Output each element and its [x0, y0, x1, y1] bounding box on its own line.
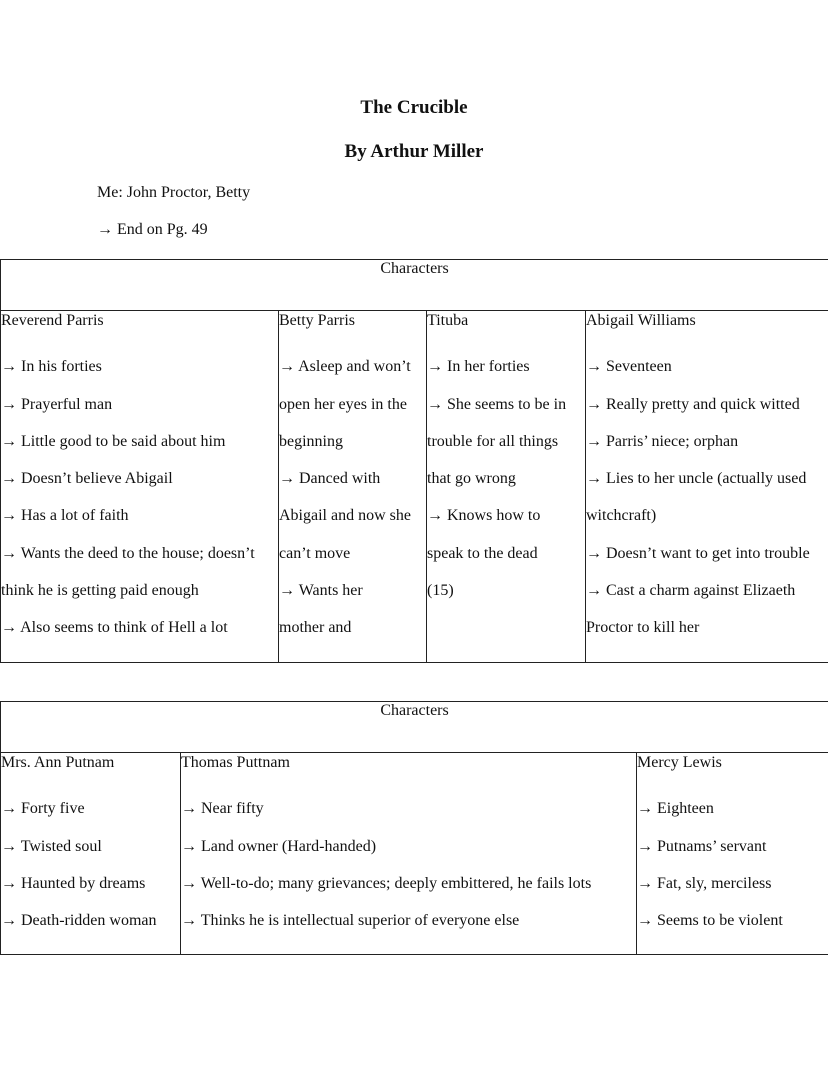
character-note: witchcraft) — [586, 507, 657, 525]
character-note: → Really pretty and quick witted — [586, 395, 800, 413]
character-note: → Death-ridden woman — [1, 912, 157, 930]
characters-table-1 — [0, 259, 828, 663]
character-note: → Seems to be violent — [637, 912, 783, 930]
character-note: → Fat, sly, merciless — [637, 874, 772, 892]
table-header: Characters — [1, 702, 828, 753]
character-note: → Lies to her uncle (actually used — [586, 470, 807, 488]
character-note: → In her forties — [427, 358, 530, 376]
character-note: beginning — [279, 432, 343, 450]
character-cell-tituba — [427, 311, 586, 663]
character-cell-abigail-williams — [586, 311, 828, 663]
character-note: (15) — [427, 582, 454, 600]
character-note: → Eighteen — [637, 800, 714, 818]
character-note: → Knows how to — [427, 507, 541, 525]
character-note: → Forty five — [1, 800, 85, 818]
document-title: The Crucible — [360, 97, 468, 118]
character-note: → Cast a charm against Elizaeth — [586, 582, 796, 600]
character-note: trouble for all things — [427, 432, 559, 450]
character-name: Betty Parris — [279, 312, 355, 329]
table-header: Characters — [1, 260, 828, 311]
note-end-page: → End on Pg. 49 — [97, 221, 208, 238]
character-note: → Parris’ niece; orphan — [586, 432, 739, 450]
character-name: Mrs. Ann Putnam — [1, 754, 115, 771]
character-note: → Asleep and won’t — [279, 358, 411, 376]
character-note: → Thinks he is intellectual superior of everyone else — [181, 912, 520, 930]
character-cell-ann-putnam — [1, 753, 181, 955]
character-note: → Near fifty — [181, 800, 264, 818]
character-note: speak to the dead — [427, 544, 538, 562]
character-note: → Haunted by dreams — [1, 874, 146, 892]
character-note: → Seventeen — [586, 358, 672, 376]
document-subtitle: By Arthur Miller — [344, 141, 484, 162]
character-note: → Doesn’t want to get into trouble — [586, 544, 810, 562]
character-cell-betty-parris — [279, 311, 427, 663]
characters-table-2 — [0, 701, 828, 955]
character-note: → Danced with — [279, 470, 381, 488]
character-note: think he is getting paid enough — [1, 582, 199, 600]
character-name: Abigail Williams — [586, 312, 696, 329]
character-note: mother and — [279, 619, 352, 637]
character-note: → She seems to be in — [427, 395, 567, 413]
character-note: → Also seems to think of Hell a lot — [1, 619, 228, 637]
character-note: open her eyes in the — [279, 395, 407, 413]
character-cell-mercy-lewis — [637, 753, 828, 955]
character-note: Abigail and now she — [279, 507, 411, 525]
character-name: Mercy Lewis — [637, 754, 722, 771]
character-note: → Prayerful man — [1, 395, 113, 413]
character-note: → Doesn’t believe Abigail — [1, 470, 173, 488]
character-note: → Little good to be said about him — [1, 432, 226, 450]
note-roles: Me: John Proctor, Betty — [97, 184, 251, 201]
character-note: → Has a lot of faith — [1, 507, 129, 525]
character-note: can’t move — [279, 544, 351, 562]
character-name: Tituba — [427, 312, 469, 329]
character-note: → Land owner (Hard-handed) — [181, 837, 377, 855]
character-note: → Twisted soul — [1, 837, 102, 855]
character-cell-thomas-puttnam — [181, 753, 637, 955]
character-note: → Wants the deed to the house; doesn’t — [1, 544, 255, 562]
character-name: Thomas Puttnam — [181, 754, 290, 771]
character-note: → Well-to-do; many grievances; deeply embittered, he fails lots — [181, 874, 592, 892]
character-cell-reverend-parris — [1, 311, 279, 663]
character-note: → Putnams’ servant — [637, 837, 767, 855]
character-name: Reverend Parris — [1, 312, 104, 329]
character-note: that go wrong — [427, 470, 516, 488]
character-note: → In his forties — [1, 358, 102, 376]
character-note: → Wants her — [279, 582, 363, 600]
character-note: Proctor to kill her — [586, 619, 700, 637]
